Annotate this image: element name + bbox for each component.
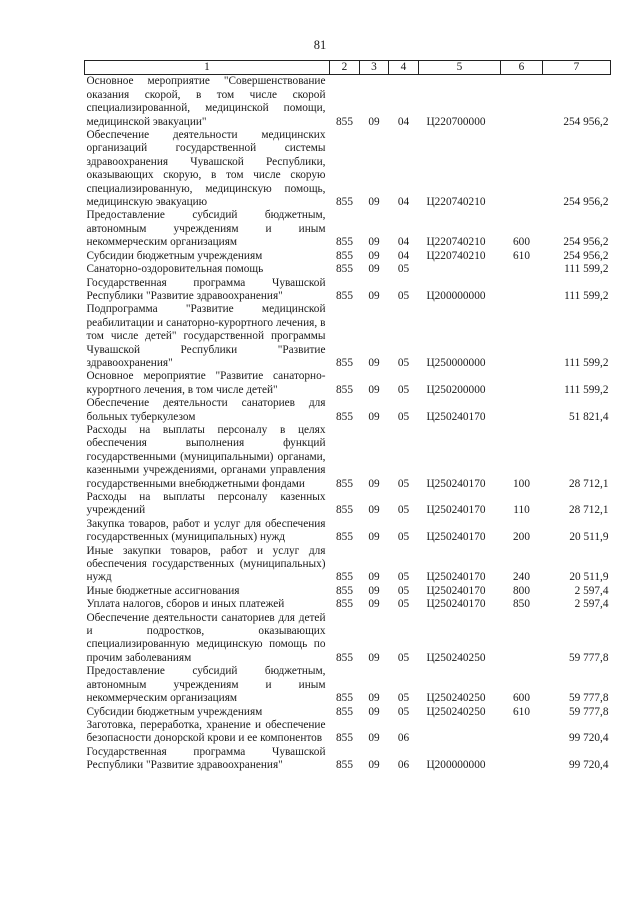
- header-col-6: 6: [501, 61, 543, 75]
- expense-type-code: [501, 129, 543, 209]
- subsection-code: 05: [397, 263, 410, 276]
- target-article-code: Ц250240250: [426, 705, 486, 718]
- item-name: Санаторно-оздоровительная помощь: [86, 263, 264, 276]
- expense-type-code: [501, 277, 543, 304]
- admin-code: 855: [336, 196, 353, 209]
- target-article-code: [419, 263, 501, 276]
- amount: 51 821,4: [568, 410, 609, 423]
- expense-type-code: 610: [513, 705, 530, 718]
- table-row: [85, 303, 611, 370]
- expense-type-code: [501, 397, 543, 424]
- section-code: 09: [368, 115, 380, 128]
- subsection-code: 05: [397, 692, 410, 705]
- item-name: Государственная программа Чувашской Республики "Развитие здравоохранения": [86, 745, 326, 772]
- expense-type-code: 850: [513, 598, 530, 611]
- expense-type-code: [501, 746, 543, 773]
- subsection-code: 05: [397, 531, 410, 544]
- target-article-code: Ц250240250: [426, 692, 486, 705]
- target-article-code: Ц220700000: [426, 115, 486, 128]
- target-article-code: Ц250000000: [426, 356, 486, 369]
- expense-type-code: [501, 370, 543, 397]
- budget-table: [84, 60, 611, 773]
- subsection-code: 04: [397, 236, 410, 249]
- table-row: [85, 277, 611, 304]
- expense-type-code: [501, 303, 543, 370]
- item-name: Иные закупки товаров, работ и услуг для обеспечения государственных (муниципальных) нужд: [86, 544, 326, 584]
- admin-code: 855: [336, 759, 353, 772]
- section-code: 09: [368, 531, 380, 544]
- expense-type-code: 800: [513, 584, 530, 597]
- section-code: 09: [368, 289, 380, 302]
- expense-type-code: [501, 263, 543, 276]
- section-code: 09: [368, 759, 380, 772]
- table-row: [85, 719, 611, 746]
- target-article-code: Ц220740210: [426, 196, 486, 209]
- target-article-code: Ц250240170: [426, 531, 486, 544]
- amount: 111 599,2: [564, 263, 609, 276]
- subsection-code: 05: [397, 289, 410, 302]
- section-code: 09: [368, 383, 380, 396]
- section-code: 09: [368, 584, 380, 597]
- amount: 2 597,4: [574, 598, 609, 611]
- expense-type-code: [501, 612, 543, 666]
- item-name: Предоставление субсидий бюджетным, автономным учреждениям и иным некоммерческим организациям: [86, 665, 326, 705]
- item-name: Субсидии бюджетным учреждениям: [86, 249, 263, 262]
- section-code: 09: [368, 196, 380, 209]
- table-row: [85, 397, 611, 424]
- amount: 254 956,2: [563, 115, 609, 128]
- admin-code: 855: [336, 236, 353, 249]
- expense-type-code: 610: [513, 249, 530, 262]
- admin-code: 855: [336, 531, 353, 544]
- table-row: [85, 706, 611, 719]
- item-name: Обеспечение деятельности медицинских организаций государственной системы здравоохранения Чувашской Республики, оказывающих скорую, в том числе скорую специализированную, медицинскую помощь, медицинскую эвакуацию: [86, 129, 326, 209]
- table-row: [85, 491, 611, 518]
- item-name: Уплата налогов, сборов и иных платежей: [86, 598, 285, 611]
- amount: 59 777,8: [568, 651, 609, 664]
- admin-code: 855: [336, 571, 353, 584]
- subsection-code: 06: [397, 759, 410, 772]
- header-col-3: 3: [360, 61, 389, 75]
- amount: 99 720,4: [568, 759, 609, 772]
- expense-type-code: 600: [513, 692, 530, 705]
- table-row: [85, 665, 611, 705]
- table-body: [85, 75, 611, 773]
- section-code: 09: [368, 598, 380, 611]
- section-code: 09: [368, 571, 380, 584]
- section-code: 09: [368, 356, 380, 369]
- amount: 28 712,1: [568, 477, 609, 490]
- table-row: [85, 585, 611, 598]
- section-code: 09: [368, 705, 380, 718]
- amount: 99 720,4: [568, 732, 609, 745]
- page-number: 81: [313, 38, 327, 52]
- table-row: [85, 518, 611, 545]
- amount: 20 511,9: [569, 571, 609, 584]
- table-row: [85, 129, 611, 209]
- amount: 2 597,4: [574, 584, 609, 597]
- table-row: [85, 370, 611, 397]
- target-article-code: [419, 719, 501, 746]
- subsection-code: 04: [397, 249, 410, 262]
- target-article-code: Ц200000000: [426, 759, 486, 772]
- header-col-1: 1: [85, 61, 330, 75]
- expense-type-code: 100: [513, 477, 530, 490]
- amount: 111 599,2: [564, 383, 609, 396]
- subsection-code: 05: [397, 651, 410, 664]
- section-code: 09: [368, 477, 380, 490]
- admin-code: 855: [336, 598, 353, 611]
- expense-type-code: 600: [513, 236, 530, 249]
- target-article-code: Ц250240170: [426, 571, 486, 584]
- target-article-code: Ц220740210: [426, 249, 486, 262]
- subsection-code: 05: [397, 356, 410, 369]
- header-col-5: 5: [419, 61, 501, 75]
- admin-code: 855: [336, 383, 353, 396]
- table-row: [85, 545, 611, 585]
- table-row: [85, 250, 611, 263]
- expense-type-code: 110: [513, 504, 530, 517]
- table-row: [85, 263, 611, 276]
- target-article-code: Ц250240170: [426, 504, 486, 517]
- table-row: [85, 598, 611, 611]
- target-article-code: Ц250240170: [426, 477, 486, 490]
- admin-code: 855: [336, 263, 353, 276]
- target-article-code: Ц250240170: [426, 598, 486, 611]
- subsection-code: 05: [397, 598, 410, 611]
- item-name: Расходы на выплаты персоналу в целях обеспечения выполнения функций государственными (муниципальными) органами, казенными учреждениями, органами управления государственными внебюджетными фондами: [86, 423, 326, 490]
- target-article-code: Ц220740210: [426, 236, 486, 249]
- item-name: Государственная программа Чувашской Республики "Развитие здравоохранения": [86, 276, 326, 302]
- amount: 28 712,1: [568, 504, 609, 517]
- item-name: Основное мероприятие "Развитие санаторно-курортного лечения, в том числе детей": [86, 370, 326, 396]
- admin-code: 855: [336, 356, 353, 369]
- section-code: 09: [368, 692, 380, 705]
- target-article-code: Ц200000000: [426, 289, 486, 302]
- amount: 111 599,2: [564, 289, 609, 302]
- expense-type-code: 240: [513, 571, 530, 584]
- expense-type-code: [501, 75, 543, 129]
- section-code: 09: [368, 410, 380, 423]
- item-name: Заготовка, переработка, хранение и обеспечение безопасности донорской крови и ее компонентов: [86, 718, 326, 745]
- section-code: 09: [368, 732, 380, 745]
- section-code: 09: [368, 651, 380, 664]
- item-name: Закупка товаров, работ и услуг для обеспечения государственных (муниципальных) нужд: [86, 517, 326, 544]
- subsection-code: 05: [397, 477, 410, 490]
- subsection-code: 06: [397, 732, 410, 745]
- admin-code: 855: [336, 651, 353, 664]
- admin-code: 855: [336, 504, 353, 517]
- table-row: [85, 746, 611, 773]
- item-name: Обеспечение деятельности санаториев для больных туберкулезом: [86, 397, 326, 423]
- admin-code: 855: [336, 732, 353, 745]
- subsection-code: 05: [397, 705, 410, 718]
- header-col-2: 2: [330, 61, 360, 75]
- section-code: 09: [368, 263, 380, 276]
- amount: 111 599,2: [564, 356, 609, 369]
- header-col-4: 4: [389, 61, 419, 75]
- target-article-code: Ц250240170: [426, 584, 486, 597]
- target-article-code: Ц250240250: [426, 651, 486, 664]
- subsection-code: 05: [397, 504, 410, 517]
- expense-type-code: [501, 719, 543, 746]
- table-row: [85, 612, 611, 666]
- admin-code: 855: [336, 584, 353, 597]
- admin-code: 855: [336, 115, 353, 128]
- item-name: Субсидии бюджетным учреждениям: [86, 705, 263, 718]
- subsection-code: 05: [397, 571, 410, 584]
- item-name: Обеспечение деятельности санаториев для детей и подростков, оказывающих специализированную медицинскую помощь по прочим заболеваниям: [86, 611, 326, 664]
- admin-code: 855: [336, 249, 353, 262]
- admin-code: 855: [336, 289, 353, 302]
- amount: 20 511,9: [569, 531, 609, 544]
- subsection-code: 04: [397, 115, 410, 128]
- amount: 254 956,2: [563, 249, 609, 262]
- amount: 254 956,2: [563, 236, 609, 249]
- subsection-code: 05: [397, 584, 410, 597]
- item-name: Расходы на выплаты персоналу казенных учреждений: [86, 491, 326, 517]
- amount: 59 777,8: [568, 692, 609, 705]
- target-article-code: Ц250200000: [426, 383, 486, 396]
- amount: 59 777,8: [568, 705, 609, 718]
- item-name: Основное мероприятие "Совершенствование оказания скорой, в том числе скорой специализированной, медицинской помощи, медицинской эвакуации": [86, 75, 326, 128]
- admin-code: 855: [336, 410, 353, 423]
- amount: 254 956,2: [563, 196, 609, 209]
- admin-code: 855: [336, 705, 353, 718]
- table-row: [85, 75, 611, 129]
- item-name: Иные бюджетные ассигнования: [86, 584, 240, 597]
- subsection-code: 05: [397, 410, 410, 423]
- expense-type-code: 200: [513, 531, 530, 544]
- table-row: [85, 424, 611, 491]
- item-name: Подпрограмма "Развитие медицинской реабилитации и санаторно-курортного лечения, в том числе детей" государственной программы Чувашской Республики "Развитие здравоохранения": [86, 303, 326, 369]
- table-row: [85, 209, 611, 249]
- admin-code: 855: [336, 692, 353, 705]
- subsection-code: 05: [397, 383, 410, 396]
- subsection-code: 04: [397, 196, 410, 209]
- admin-code: 855: [336, 477, 353, 490]
- header-col-7: 7: [543, 61, 611, 75]
- header-row: [85, 61, 611, 75]
- section-code: 09: [368, 236, 380, 249]
- item-name: Предоставление субсидий бюджетным, автономным учреждениям и иным некоммерческим организациям: [86, 209, 326, 249]
- target-article-code: Ц250240170: [426, 410, 486, 423]
- table-header: [85, 61, 611, 75]
- section-code: 09: [368, 504, 380, 517]
- section-code: 09: [368, 249, 380, 262]
